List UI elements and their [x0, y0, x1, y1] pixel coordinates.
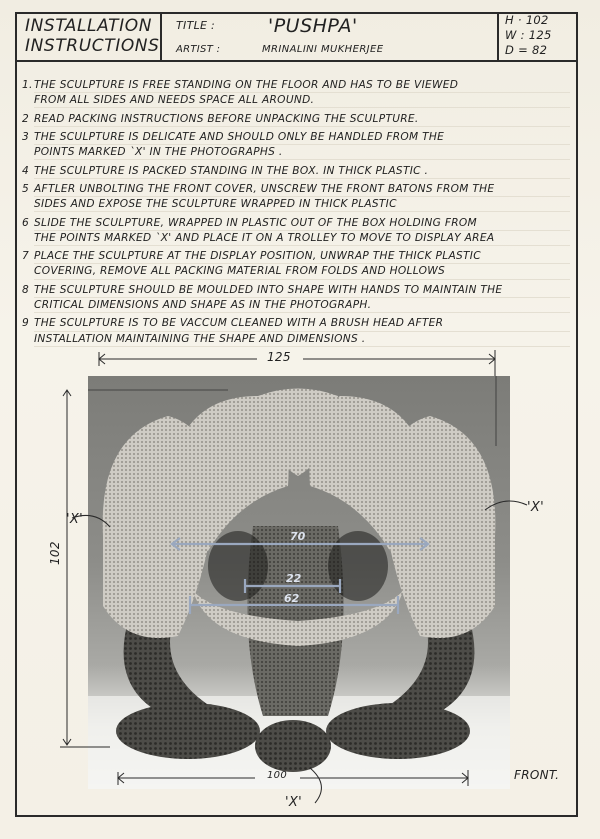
instruction-line: PLACE THE SCULPTURE AT THE DISPLAY POSITION, UNWRAP THE THICK PLASTIC: [34, 249, 570, 264]
title-value: 'PUSHPA': [268, 15, 358, 37]
width-dimension-label: 125: [267, 350, 291, 364]
title-label: TITLE :: [176, 19, 216, 32]
document-title-line: INSTRUCTIONS: [25, 36, 160, 56]
instruction-number: 4: [22, 164, 30, 177]
instruction-line: COVERING, REMOVE ALL PACKING MATERIAL FROM FOLDS AND HOLLOWS: [34, 264, 570, 279]
instruction-number: 6: [22, 216, 30, 229]
instruction-line: THE POINTS MARKED `X' AND PLACE IT ON A TROLLEY TO MOVE TO DISPLAY AREA: [34, 231, 570, 246]
instruction-line: THE SCULPTURE IS FREE STANDING ON THE FLOOR AND HAS TO BE VIEWED: [34, 78, 570, 93]
instruction-line: POINTS MARKED `X' IN THE PHOTOGRAPHS .: [34, 145, 570, 160]
instruction-line: INSTALLATION MAINTAINING THE SHAPE AND DIMENSIONS .: [34, 332, 570, 347]
instruction-line: AFTLER UNBOLTING THE FRONT COVER, UNSCREW THE FRONT BATONS FROM THE: [34, 182, 570, 197]
handle-marker-bottom: 'X': [285, 795, 302, 810]
instruction-line: SLIDE THE SCULPTURE, WRAPPED IN PLASTIC OUT OF THE BOX HOLDING FROM: [34, 216, 570, 231]
instruction-number: 2: [22, 112, 30, 125]
dimension-height: H · 102: [505, 13, 549, 27]
instruction-line: SIDES AND EXPOSE THE SCULPTURE WRAPPED IN THICK PLASTIC: [34, 197, 570, 212]
height-dimension-label: 102: [48, 541, 62, 565]
instruction-line: THE SCULPTURE SHOULD BE MOULDED INTO SHAPE WITH HANDS TO MAINTAIN THE: [34, 283, 570, 298]
instruction-number: 9: [22, 317, 30, 330]
base-dimension-label: 100: [267, 770, 287, 781]
instruction-line: THE SCULPTURE IS TO BE VACCUM CLEANED WITH A BRUSH HEAD AFTER: [34, 316, 570, 331]
inner-dim-22: 22: [286, 572, 302, 585]
instruction-line: THE SCULPTURE IS DELICATE AND SHOULD ONLY BE HANDLED FROM THE: [34, 130, 570, 145]
artist-value: MRINALINI MUKHERJEE: [262, 44, 384, 55]
instruction-line: READ PACKING INSTRUCTIONS BEFORE UNPACKING THE SCULPTURE.: [34, 112, 570, 127]
inner-dim-62: 62: [284, 592, 300, 605]
instruction-number: 3: [22, 130, 30, 143]
instruction-number: 1.: [22, 79, 33, 91]
instruction-line: CRITICAL DIMENSIONS AND SHAPE AS IN THE PHOTOGRAPH.: [34, 298, 570, 313]
instruction-line: THE SCULPTURE IS PACKED STANDING IN THE BOX. IN THICK PLASTIC .: [34, 164, 570, 179]
instruction-number: 7: [22, 250, 30, 263]
dimension-depth: D = 82: [505, 43, 548, 57]
artist-label: ARTIST :: [176, 44, 221, 55]
instruction-line: FROM ALL SIDES AND NEEDS SPACE ALL AROUND.: [34, 93, 570, 108]
inner-dim-70: 70: [290, 530, 306, 543]
dimension-width: W : 125: [505, 28, 552, 42]
document-title-line: INSTALLATION: [25, 16, 153, 36]
handle-marker-right: 'X': [527, 500, 544, 515]
instruction-number: 5: [22, 182, 30, 195]
view-label: FRONT.: [514, 768, 560, 782]
instruction-number: 8: [22, 283, 30, 296]
handle-marker-left: 'X': [66, 512, 83, 527]
